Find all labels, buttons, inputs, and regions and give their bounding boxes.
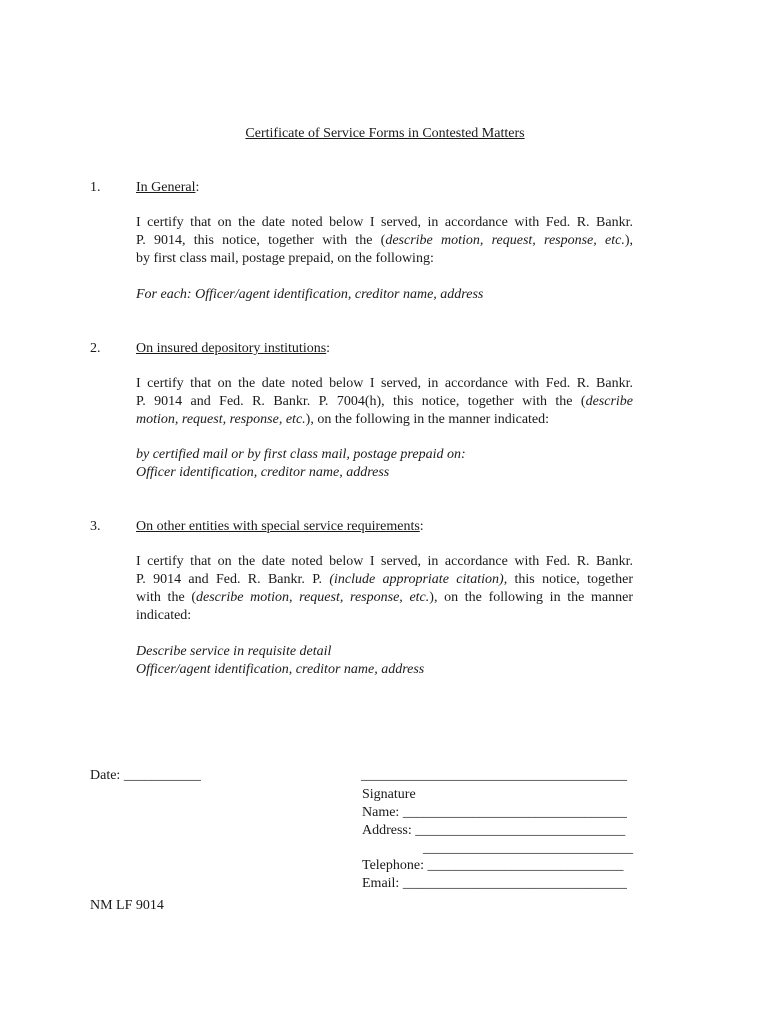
certification-line [136, 589, 633, 607]
certification-text-run: I certify that on the date noted below I served, in accordance with Fed. R. Bankr. [136, 376, 633, 391]
section-3-heading-suffix: : [419, 519, 424, 534]
section-2-number: 2. [90, 341, 101, 356]
certification-text-run: , this notice, together [503, 572, 633, 587]
certification-text-run: I certify that on the date noted below I served, in accordance with Fed. R. Bankr. [136, 554, 633, 569]
section-3-heading-text: On other entities with special service requirements [136, 519, 420, 534]
certification-text-run: describe motion, request, response, etc. [385, 233, 625, 248]
detail-line: Officer identification, creditor name, address [136, 465, 390, 480]
section-3-heading [136, 518, 424, 536]
telephone-field: Telephone: ____________________________ [362, 858, 624, 873]
certification-text-run: P. 9014, this notice, together with the ( [136, 233, 386, 248]
date-field: Date: ___________ [90, 768, 201, 783]
certification-text-run: ), on the following in the manner [429, 590, 633, 605]
certification-text-run: I certify that on the date noted below I served, in accordance with Fed. R. Bankr. [136, 215, 633, 230]
certification-text-run: (include appropriate citation) [329, 572, 504, 587]
section-1-heading-suffix: : [195, 180, 200, 195]
detail-line: Describe service in requisite detail [136, 644, 332, 659]
certification-line [136, 375, 633, 393]
section-2-heading-text: On insured depository institutions [136, 341, 327, 356]
detail-line: For each: Officer/agent identification, creditor name, address [136, 287, 484, 302]
form-id: NM LF 9014 [90, 898, 164, 913]
signature-line: ______________________________________ [361, 768, 627, 783]
detail-line: Officer/agent identification, creditor name, address [136, 662, 425, 677]
certification-line [136, 571, 633, 589]
certification-line [136, 214, 633, 232]
certification-text-run: ), [624, 233, 633, 248]
section-2-heading [136, 340, 330, 358]
email-field: Email: ________________________________ [362, 876, 627, 891]
section-1-number: 1. [90, 180, 101, 195]
section-2-detail [136, 446, 633, 482]
address-field: Address: ______________________________ [362, 823, 626, 838]
certification-line [136, 250, 633, 268]
section-2-certification [136, 375, 633, 429]
certification-text-run: motion, request, response, etc. [136, 412, 306, 427]
certification-text-run: describe [585, 394, 633, 409]
certification-text-run: P. 9014 and Fed. R. Bankr. P. 7004(h), this notice, together with the ( [136, 394, 586, 409]
certification-line [136, 553, 633, 571]
certification-text-run: indicated: [136, 608, 192, 623]
certification-text-run: P. 9014 and Fed. R. Bankr. P. [136, 572, 330, 587]
section-3-certification [136, 553, 633, 625]
section-3-number: 3. [90, 519, 101, 534]
detail-line: by certified mail or by first class mail, postage prepaid on: [136, 447, 466, 462]
certification-line [136, 607, 633, 625]
section-1-heading-text: In General [136, 180, 196, 195]
section-1-heading [136, 179, 199, 197]
certification-text-run: with the ( [136, 590, 196, 605]
section-3-detail [136, 643, 633, 679]
section-1-certification [136, 214, 633, 268]
certification-text-run: ), on the following in the manner indicated: [305, 412, 550, 427]
document-title: Certificate of Service Forms in Contested Matters [245, 126, 525, 141]
name-field: Name: ________________________________ [362, 805, 627, 820]
signature-label: Signature [362, 787, 416, 802]
certification-line [136, 232, 633, 250]
section-2-heading-suffix: : [326, 341, 331, 356]
certification-text-run: by first class mail, postage prepaid, on the following: [136, 251, 434, 266]
certification-text-run: describe motion, request, response, etc. [196, 590, 430, 605]
certification-line [136, 393, 633, 411]
certification-line [136, 411, 633, 429]
address-field-line2: ______________________________ [423, 841, 633, 856]
section-1-detail [136, 286, 633, 304]
